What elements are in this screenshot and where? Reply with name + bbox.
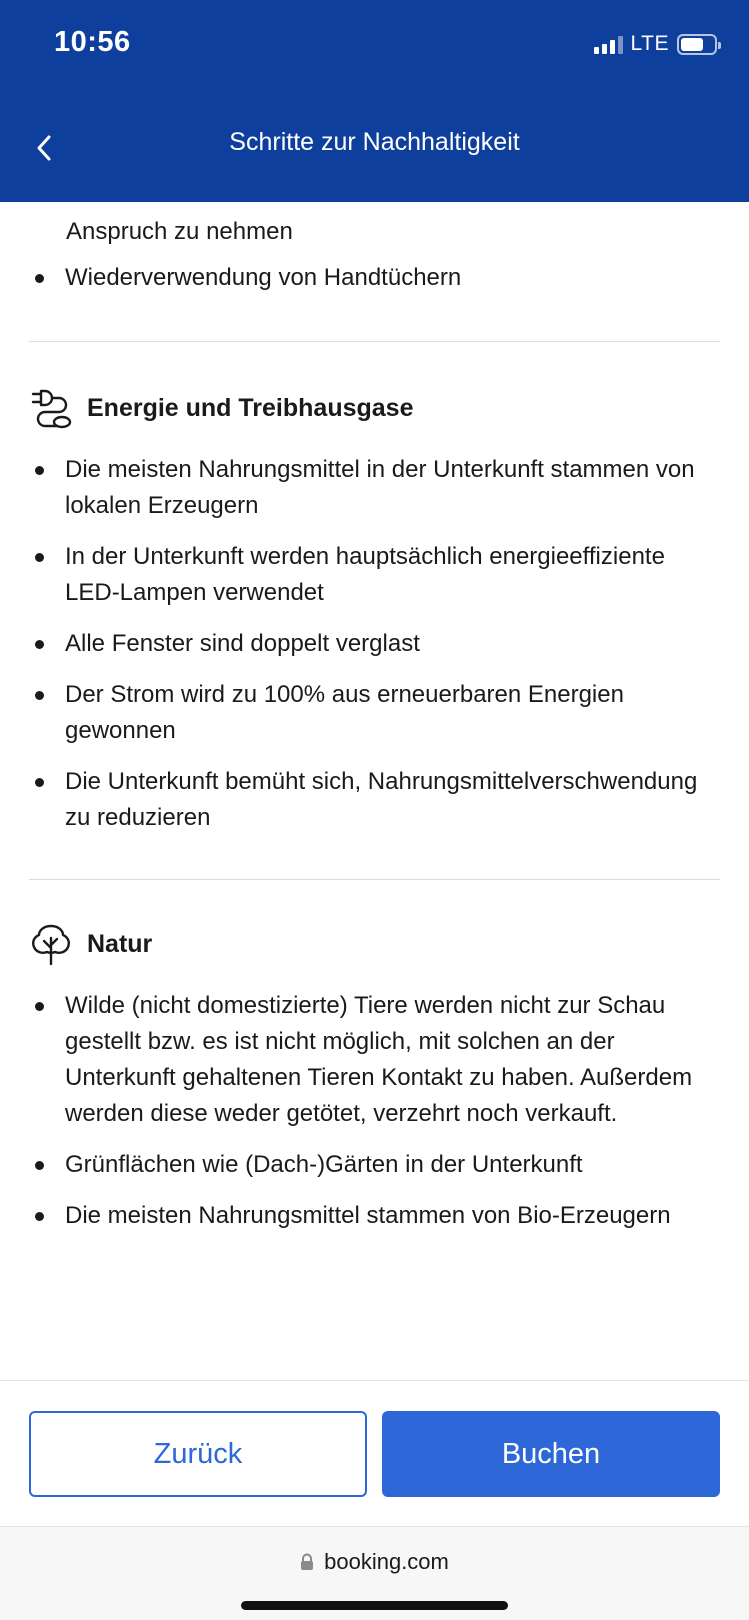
section-divider	[29, 341, 720, 342]
lock-icon	[300, 1553, 314, 1571]
footer-divider	[0, 1380, 749, 1381]
back-text-button[interactable]: Zurück	[29, 1411, 367, 1497]
page-title: Schritte zur Nachhaltigkeit	[229, 128, 520, 156]
section-title: Natur	[87, 929, 153, 958]
energy-plug-icon	[29, 386, 73, 430]
list-item: Die meisten Nahrungsmittel stammen von Bio-Erzeugern	[0, 1198, 749, 1234]
list-item: Grünflächen wie (Dach-)Gärten in der Unterkunft	[0, 1147, 749, 1183]
previous-section-list	[0, 260, 749, 296]
list-item: Die meisten Nahrungsmittel in der Unterkunft stammen von lokalen Erzeugern	[0, 452, 749, 524]
list-item: Alle Fenster sind doppelt verglast	[0, 626, 749, 662]
section-nature	[0, 920, 749, 1249]
network-label: LTE	[630, 32, 669, 55]
browser-bar	[0, 1526, 749, 1620]
section-energy	[0, 384, 749, 851]
energy-list	[0, 452, 749, 836]
sustainability-content[interactable]	[0, 202, 749, 1380]
url-bar[interactable]	[0, 1549, 749, 1575]
battery-icon	[677, 34, 717, 55]
status-icons	[594, 32, 717, 56]
app-header	[0, 0, 749, 202]
section-title: Energie und Treibhausgase	[87, 393, 414, 422]
tree-icon	[29, 922, 73, 966]
list-item: Wilde (nicht domestizierte) Tiere werden nicht zur Schau gestellt bzw. es ist nicht möglich, mit solchen an der Unterkunft gehaltenen Tieren Kontakt zu haben. Außerdem werden diese weder getötet, verzehrt noch verkauft.	[0, 988, 749, 1132]
signal-icon	[594, 34, 623, 54]
section-divider	[29, 879, 720, 880]
list-item: Wiederverwendung von Handtüchern	[0, 260, 749, 296]
list-item: In der Unterkunft werden hauptsächlich energieeffiziente LED-Lampen verwendet	[0, 539, 749, 611]
list-item: Die Unterkunft bemüht sich, Nahrungsmittelverschwendung zu reduzieren	[0, 764, 749, 836]
home-indicator[interactable]	[241, 1601, 508, 1610]
nature-list	[0, 988, 749, 1234]
list-item: Der Strom wird zu 100% aus erneuerbaren Energien gewonnen	[0, 677, 749, 749]
partial-list-item: Anspruch zu nehmen	[66, 218, 293, 245]
url-text: booking.com	[324, 1549, 449, 1574]
book-button[interactable]: Buchen	[382, 1411, 720, 1497]
status-time: 10:56	[54, 26, 131, 58]
